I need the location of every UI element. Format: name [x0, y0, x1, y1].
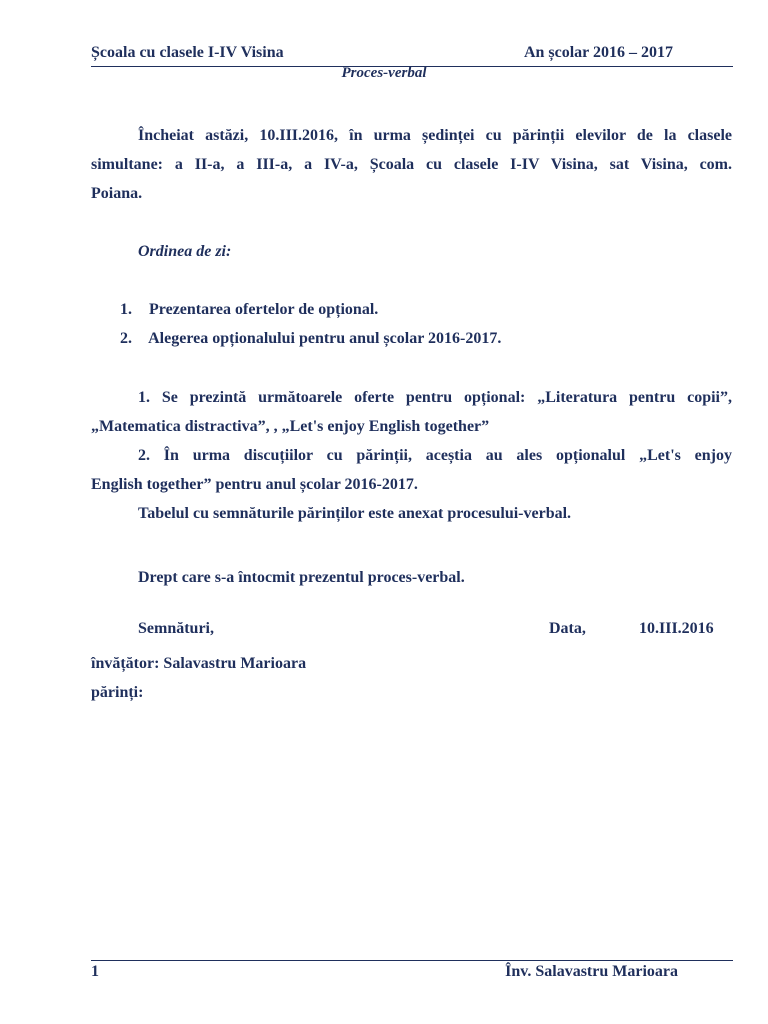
school-name: Școala cu clasele I-IV Visina — [91, 44, 284, 61]
point-1-line-1: 1. Se prezintă următoarele oferte pentru opțional: „Literatura pentru copii”, — [138, 389, 732, 406]
agenda-item-number: 1. — [120, 301, 132, 318]
annex-note: Tabelul cu semnăturile părinților este anexat procesului-verbal. — [138, 505, 572, 522]
intro-paragraph — [91, 121, 732, 208]
point-2-line-1: 2. În urma discuțiilor cu părinții, aceștia au ales opționalul „Let's enjoy — [138, 447, 732, 464]
parents-line: părinți: — [91, 684, 144, 701]
intro-line-1: Încheiat astăzi, 10.III.2016, în urma ședinței cu părinții elevilor de la clasele — [138, 127, 732, 144]
agenda-item — [120, 330, 501, 348]
school-year: An școlar 2016 – 2017 — [523, 44, 673, 61]
point-1-line-2: „Matematica distractiva”, , „Let's enjoy English together” — [91, 418, 490, 435]
intro-line-2: simultane: a II-a, a III-a, a IV-a, Școala cu clasele I-IV Visina, sat Visina, com. — [91, 156, 732, 173]
page-number: 1 — [91, 963, 99, 980]
page-footer — [91, 960, 733, 985]
document-title: Proces-verbal — [341, 65, 427, 81]
page-header — [91, 42, 733, 67]
points-section — [91, 383, 732, 528]
agenda-item — [120, 301, 378, 319]
agenda-item-text: Alegerea opționalului pentru anul școlar 2016-2017. — [148, 330, 502, 347]
signature-row — [91, 620, 732, 649]
date-value: 10.III.2016 — [639, 620, 714, 637]
signatures-label: Semnături, — [138, 620, 214, 637]
point-2-line-2: English together” pentru anul școlar 2016-2017. — [91, 476, 418, 493]
footer-author: Înv. Salavastru Marioara — [505, 963, 678, 980]
closing-sentence: Drept care s-a întocmit prezentul proces-verbal. — [138, 569, 465, 586]
agenda-title: Ordinea de zi: — [138, 243, 232, 260]
intro-line-3: Poiana. — [91, 185, 143, 202]
agenda-item-text: Prezentarea ofertelor de opțional. — [149, 301, 379, 318]
agenda-item-number: 2. — [120, 330, 132, 347]
teacher-line: învățător: Salavastru Marioara — [91, 655, 307, 672]
date-label: Data, — [549, 620, 586, 637]
signatories — [91, 649, 732, 707]
